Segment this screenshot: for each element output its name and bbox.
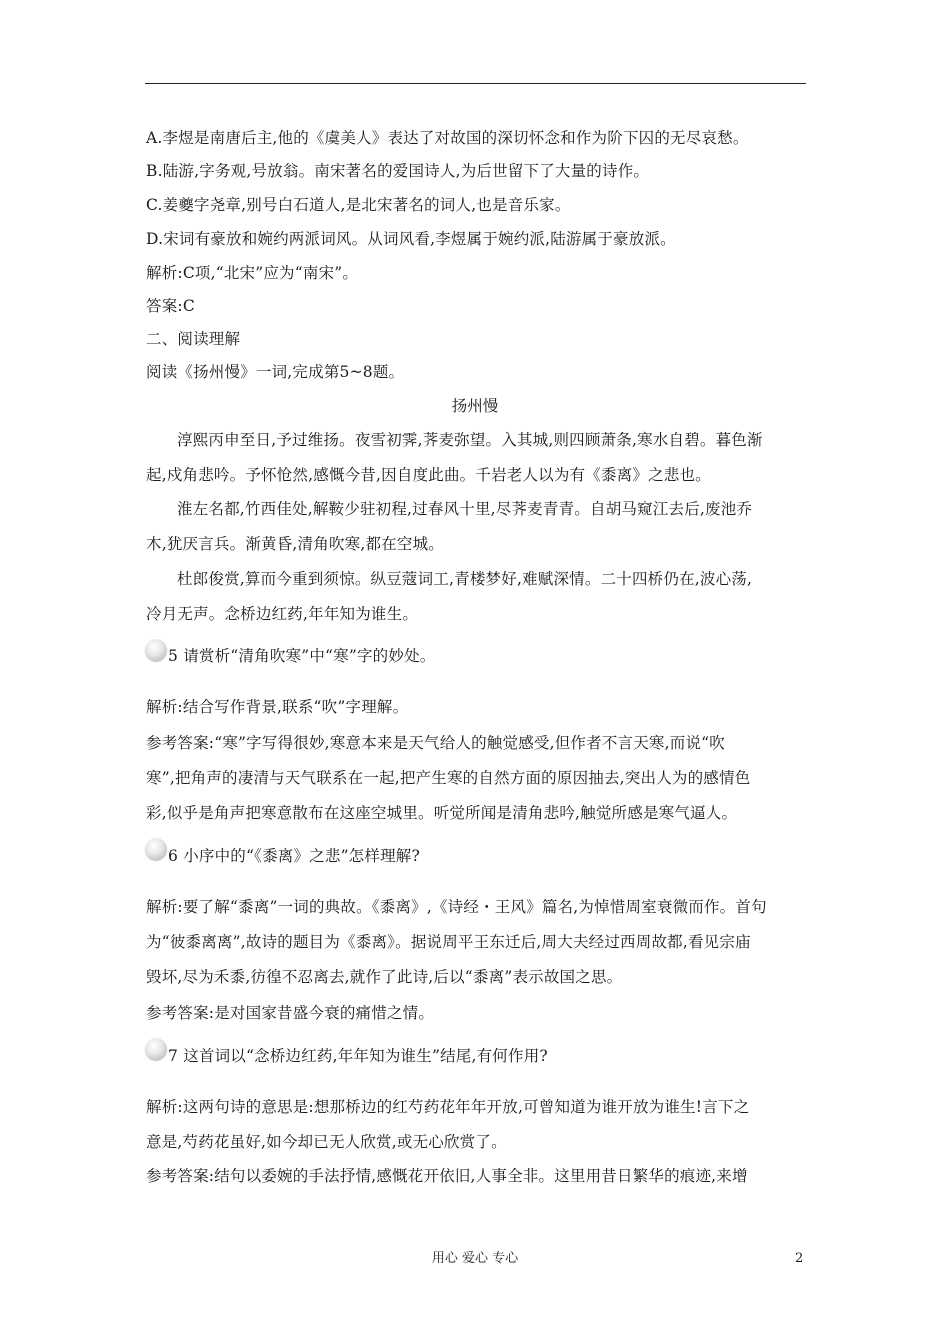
q4-answer: 答案:C [146,297,195,315]
poem-line: 淳熙丙申至日,予过维扬。夜雪初霁,荠麦弥望。入其城,则四顾萧条,寒水自碧。暮色渐 [177,431,763,449]
question-bullet-icon [145,1038,167,1060]
page-number: 2 [795,1251,804,1266]
footer-slogan: 用心 爱心 专心 [431,1251,519,1266]
question-bullet-icon [145,639,167,661]
poem-title: 扬州慢 [451,397,499,415]
q6-analysis-line: 为“彼黍离离”,故诗的题目为《黍离》。据说周平王东迁后,周大夫经过西周故都,看见宗庙 [146,933,751,951]
q6-analysis-line: 解析:要了解“黍离”一词的典故。《黍离》,《诗经・王风》篇名,为悼惜周室衰微而作。首句 [146,898,767,916]
poem-line: 杜郎俊赏,算而今重到须惊。纵豆蔻词工,青楼梦好,难赋深情。二十四桥仍在,波心荡, [177,570,753,588]
header-rule [145,83,806,84]
reading-intro: 阅读《扬州慢》一词,完成第5~8题。 [146,363,405,381]
q7-analysis-line: 意是,芍药花虽好,如今却已无人欣赏,或无心欣赏了。 [146,1133,507,1151]
q5-answer-line: 寒”,把角声的凄清与天气联系在一起,把产生寒的自然方面的原因抽去,突出人为的感情色 [146,769,751,787]
q7-question: 7 这首词以“念桥边红药,年年知为谁生”结尾,有何作用? [168,1047,548,1065]
question-bullet-icon [145,838,167,860]
poem-line: 起,戍角悲吟。予怀怆然,感慨今昔,因自度此曲。千岩老人以为有《黍离》之悲也。 [146,466,711,484]
poem-line: 淮左名都,竹西佳处,解鞍少驻初程,过春风十里,尽荠麦青青。自胡马窥江去后,废池乔 [177,500,753,518]
poem-line: 木,犹厌言兵。渐黄昏,清角吹寒,都在空城。 [146,535,444,553]
q5-question: 5 请赏析“清角吹寒”中“寒”字的妙处。 [168,647,436,665]
q5-analysis: 解析:结合写作背景,联系“吹”字理解。 [146,698,409,716]
option-b: B.陆游,字务观,号放翁。南宋著名的爱国诗人,为后世留下了大量的诗作。 [146,162,650,180]
q6-analysis-line: 毁坏,尽为禾黍,彷徨不忍离去,就作了此诗,后以“黍离”表示故国之思。 [146,968,623,986]
poem-line: 冷月无声。念桥边红药,年年知为谁生。 [146,605,419,623]
q6-answer: 参考答案:是对国家昔盛今衰的痛惜之情。 [146,1004,435,1022]
option-d: D.宋词有豪放和婉约两派词风。从词风看,李煜属于婉约派,陆游属于豪放派。 [146,230,676,248]
q7-answer-line: 参考答案:结句以委婉的手法抒情,感慨花开依旧,人事全非。这里用昔日繁华的痕迹,来增 [146,1167,748,1185]
q4-analysis: 解析:C项,“北宋”应为“南宋”。 [146,264,359,282]
option-c: C.姜夔字尧章,别号白石道人,是北宋著名的词人,也是音乐家。 [146,196,571,214]
q7-analysis-line: 解析:这两句诗的意思是:想那桥边的红芍药花年年开放,可曾知道为谁开放为谁生!言下之 [146,1098,750,1116]
option-a: A.李煜是南唐后主,他的《虞美人》表达了对故国的深切怀念和作为阶下囚的无尽哀愁。 [146,129,749,147]
q5-answer-line: 彩,似乎是角声把寒意散布在这座空城里。听觉所闻是清角悲吟,触觉所感是寒气逼人。 [146,804,738,822]
q6-question: 6 小序中的“《黍离》之悲”怎样理解? [168,847,420,865]
section-title: 二、阅读理解 [146,330,241,348]
q5-answer-line: 参考答案:“寒”字写得很妙,寒意本来是天气给人的触觉感受,但作者不言天寒,而说“吹 [146,734,725,752]
